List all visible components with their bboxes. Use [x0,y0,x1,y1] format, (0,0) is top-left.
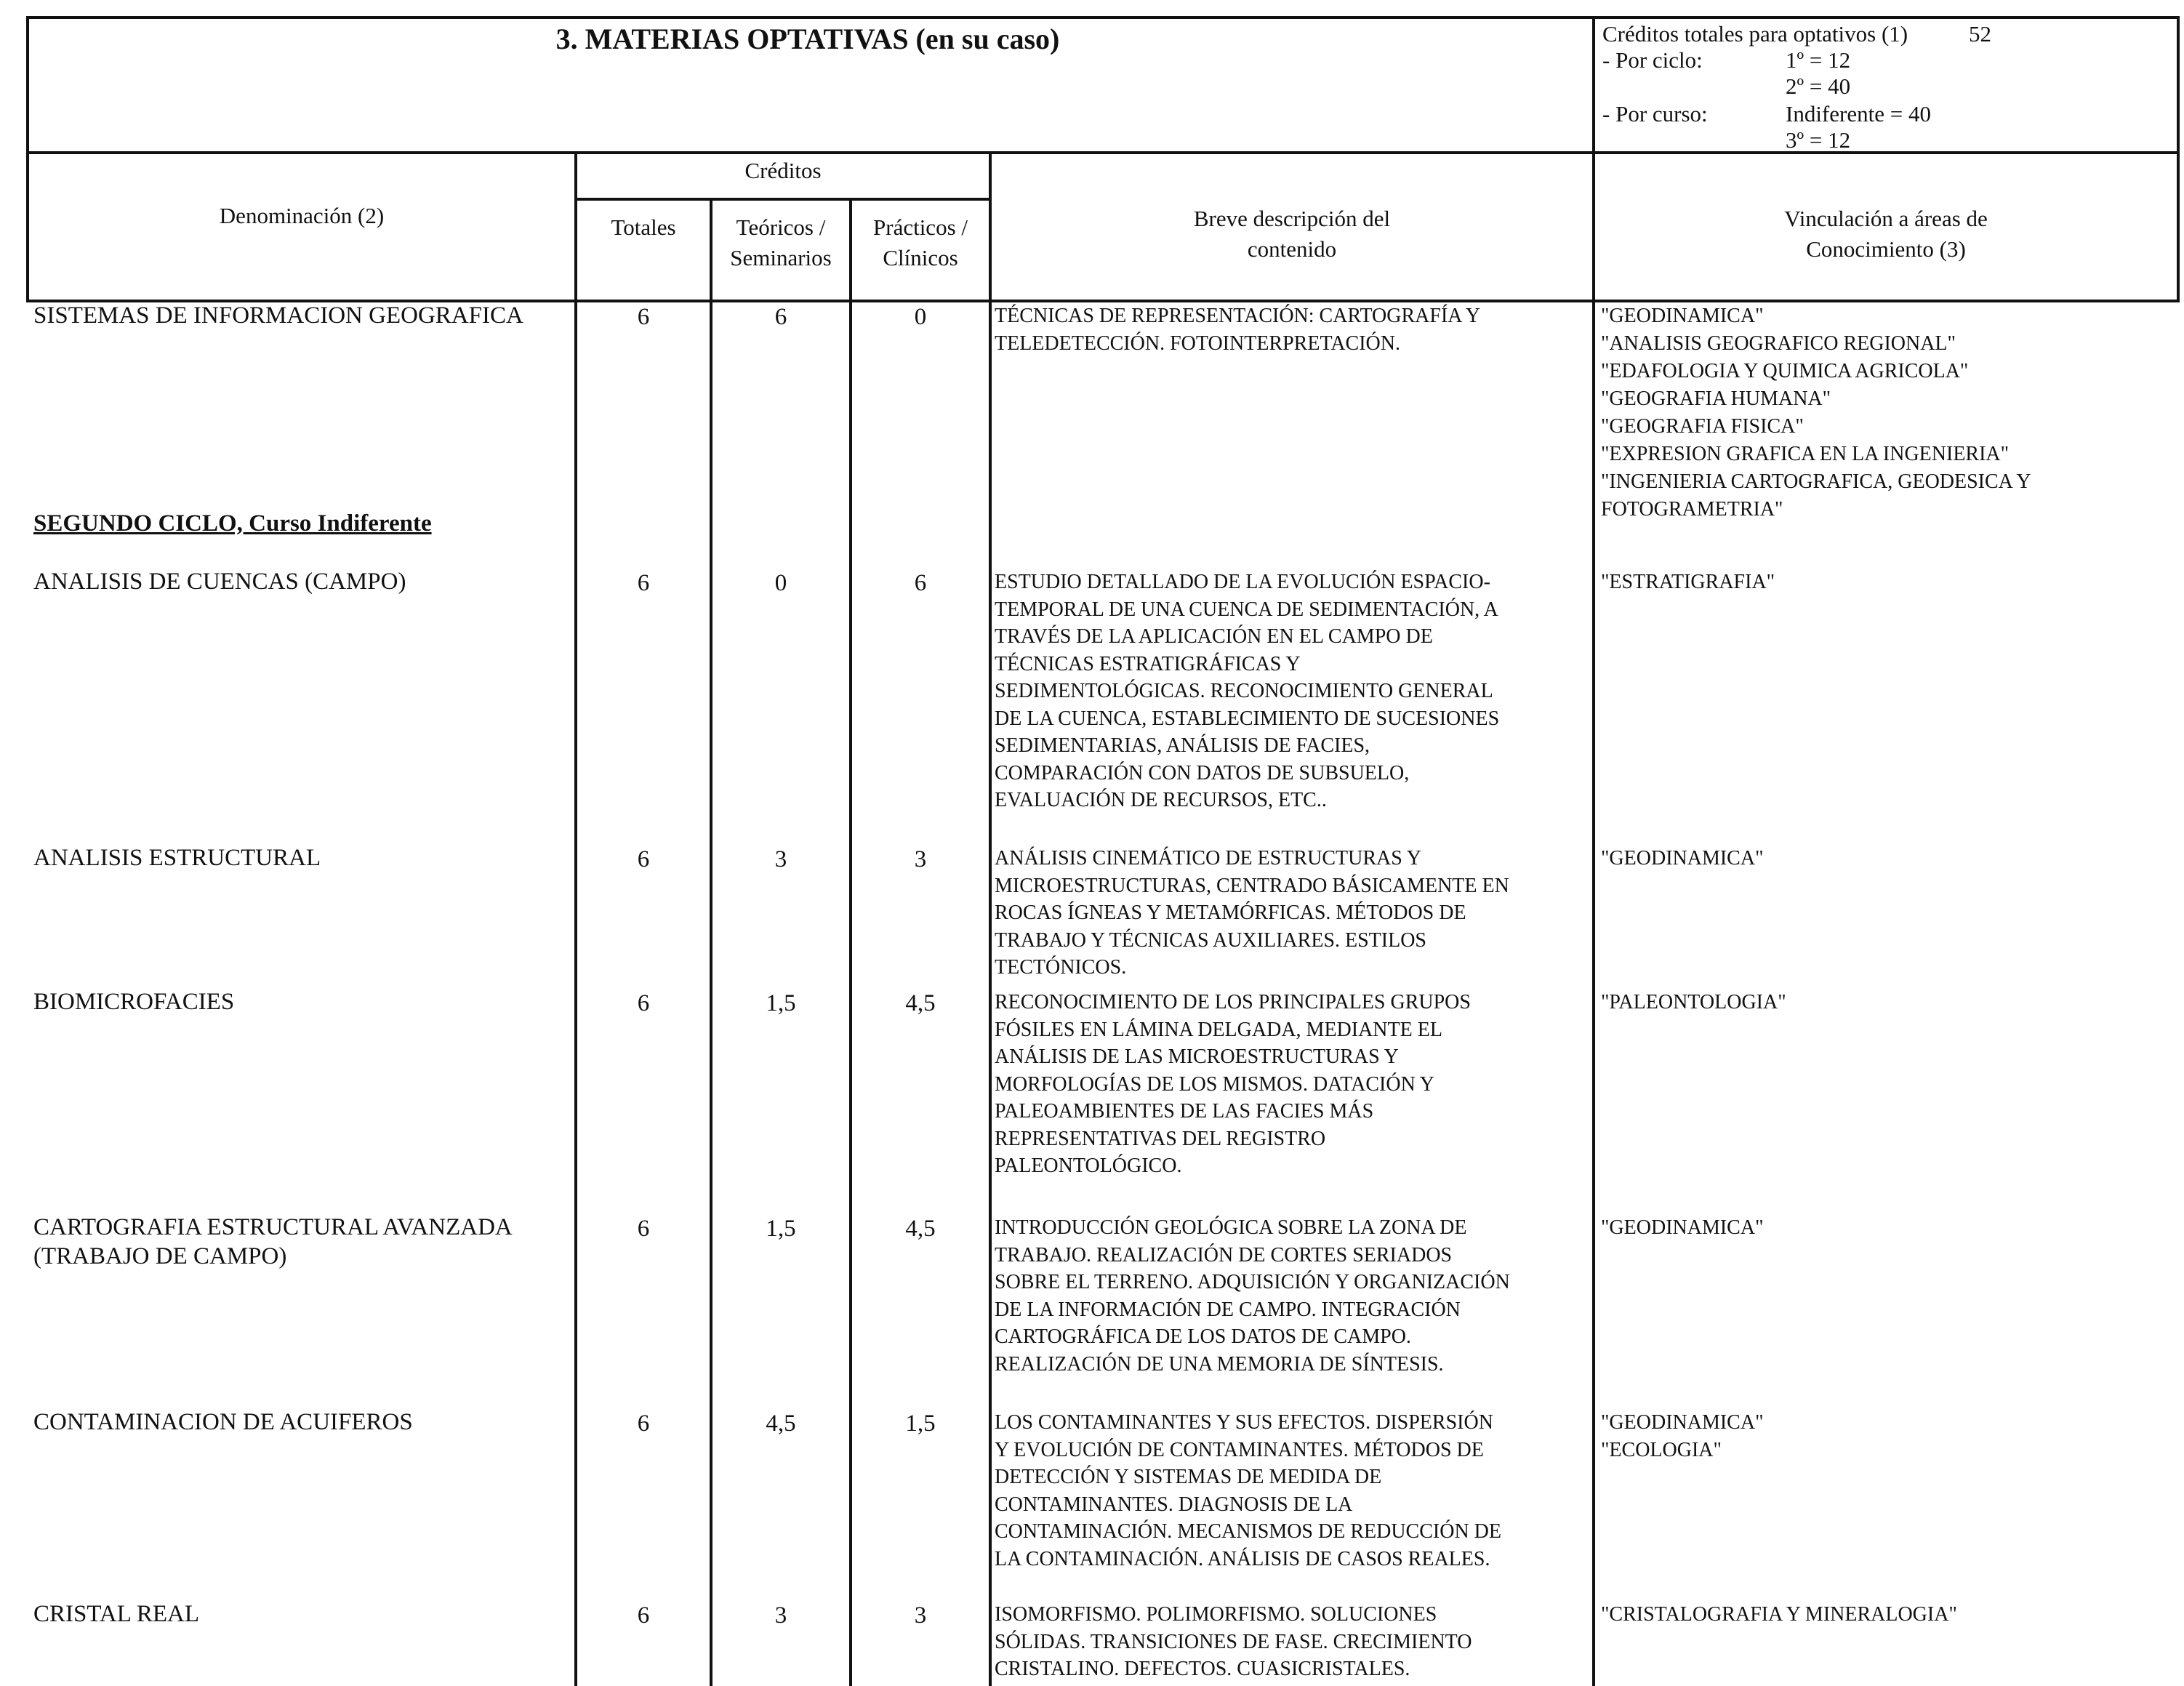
knowledge-areas [1601,569,1775,596]
description-line: TRABAJO. REALIZACIÓN DE CORTES SERIADOS [995,1243,1453,1266]
knowledge-area: "ECOLOGIA" [1601,1439,1722,1461]
knowledge-area: "EDAFOLOGIA Y QUIMICA AGRICOLA" [1601,360,1969,382]
description-line: COMPARACIÓN CON DATOS DE SUBSUELO, [995,761,1410,784]
credits-total-value: 52 [1969,21,1991,47]
knowledge-area: "CRISTALOGRAFIA Y MINERALOGIA" [1601,1603,1957,1626]
description-line: TELEDETECCIÓN. FOTOINTERPRETACIÓN. [995,332,1400,355]
title-bottom-border [26,151,2180,154]
denominacion-divider [574,151,577,1686]
description-line: DE LA INFORMACIÓN DE CAMPO. INTEGRACIÓN [995,1298,1461,1321]
knowledge-area: "GEODINAMICA" [1601,847,1764,870]
subject-name [33,301,523,330]
knowledge-areas [1601,1409,1764,1464]
knowledge-area: "EXPRESION GRAFICA EN LA INGENIERIA" [1601,443,2010,465]
credits-teoricos: 1,5 [766,990,796,1016]
per-cycle-second: 2º = 40 [1786,73,1851,99]
column-header-practicos: Prácticos / Clínicos [873,214,968,270]
knowledge-area: "GEODINAMICA" [1601,305,1764,327]
credits-practicos: 6 [914,570,927,596]
subject-name-line: CONTAMINACION DE ACUIFEROS [33,1409,413,1435]
description-line: TÉCNICAS ESTRATIGRÁFICAS Y [995,652,1301,675]
credits-totales: 6 [637,846,650,872]
credits-summary-divider [1592,16,1595,1686]
content-description [995,569,1576,814]
description-line: LOS CONTAMINANTES Y SUS EFECTOS. DISPERSIÓN [995,1411,1493,1434]
knowledge-area: "GEOGRAFIA FISICA" [1601,415,1804,438]
section-heading: SEGUNDO CICLO, Curso Indiferente [33,510,432,537]
subject-name-line: SISTEMAS DE INFORMACION GEOGRAFICA [33,302,523,329]
per-course-label: - Por curso: [1602,101,1708,127]
description-line: Y EVOLUCIÓN DE CONTAMINANTES. MÉTODOS DE [995,1438,1484,1461]
content-description [995,845,1576,982]
description-line: FÓSILES EN LÁMINA DELGADA, MEDIANTE EL [995,1018,1442,1041]
table-right-border [2177,16,2180,302]
description-line: TECTÓNICOS. [995,956,1127,979]
description-line: CRISTALINO. DEFECTOS. CUASICRISTALES. [995,1658,1410,1680]
content-description [995,989,1576,1180]
credits-practicos: 4,5 [905,1216,936,1242]
description-line: INTRODUCCIÓN GEOLÓGICA SOBRE LA ZONA DE [995,1216,1467,1239]
description-line: MORFOLOGÍAS DE LOS MISMOS. DATACIÓN Y [995,1072,1434,1096]
knowledge-area: "INGENIERIA CARTOGRAFICA, GEODESICA Y [1601,470,2031,493]
knowledge-areas [1601,302,2031,523]
description-line: EVALUACIÓN DE RECURSOS, ETC.. [995,789,1327,811]
description-line: CONTAMINACIÓN. MECANISMOS DE REDUCCIÓN DE [995,1520,1501,1543]
credits-teoricos: 6 [774,304,787,330]
totales-divider [710,198,712,1686]
knowledge-area: "PALEONTOLOGIA" [1601,991,1786,1013]
description-line: ROCAS ÍGNEAS Y METAMÓRFICAS. MÉTODOS DE [995,902,1466,924]
per-course-first: Indiferente = 40 [1786,101,1931,127]
column-header-vinculacion: Vinculación a áreas de Conocimiento (3) [1784,206,1988,262]
knowledge-area: FOTOGRAMETRIA" [1601,498,1783,521]
credits-teoricos: 4,5 [766,1410,796,1437]
knowledge-areas [1601,1601,1957,1629]
creditos-group-border [574,198,990,201]
description-line: PALEOAMBIENTES DE LAS FACIES MÁS [995,1100,1374,1123]
description-line: DETECCIÓN Y SISTEMAS DE MEDIDA DE [995,1466,1382,1488]
column-header-teoricos: Teóricos / Seminarios [730,214,832,270]
credits-totales: 6 [637,570,650,596]
description-line: REPRESENTATIVAS DEL REGISTRO [995,1127,1326,1150]
knowledge-area: "ANALISIS GEOGRAFICO REGIONAL" [1601,332,1956,355]
knowledge-areas [1601,1214,1764,1242]
description-line: ESTUDIO DETALLADO DE LA EVOLUCIÓN ESPACIO- [995,571,1490,593]
description-line: SÓLIDAS. TRANSICIONES DE FASE. CRECIMIENTO [995,1630,1472,1653]
description-line: TEMPORAL DE UNA CUENCA DE SEDIMENTACIÓN, A [995,598,1498,621]
subject-name-line: (TRABAJO DE CAMPO) [33,1243,287,1269]
subject-name-line: CARTOGRAFIA ESTRUCTURAL AVANZADA [33,1214,513,1240]
description-line: ANÁLISIS DE LAS MICROESTRUCTURAS Y [995,1045,1399,1068]
credits-practicos: 1,5 [905,1410,936,1437]
credits-teoricos: 3 [774,846,787,872]
credits-totales: 6 [637,1216,650,1242]
subject-name [33,1213,513,1271]
column-header-denominacion: Denominación (2) [219,203,385,228]
credits-totales: 6 [637,1602,650,1629]
credits-total-label: Créditos totales para optativos (1) [1602,21,1908,47]
credits-totales: 6 [637,990,650,1016]
description-line: CONTAMINANTES. DIAGNOSIS DE LA [995,1493,1353,1516]
credits-teoricos: 3 [774,1602,787,1629]
per-cycle-first: 1º = 12 [1786,47,1851,73]
description-line: TRAVÉS DE LA APLICACIÓN EN EL CAMPO DE [995,625,1433,648]
description-line: ANÁLISIS CINEMÁTICO DE ESTRUCTURAS Y [995,847,1421,870]
knowledge-area: "GEODINAMICA" [1601,1411,1764,1434]
knowledge-area: "GEODINAMICA" [1601,1216,1764,1239]
subject-name [33,1599,199,1629]
description-line: SEDIMENTARIAS, ANÁLISIS DE FACIES, [995,734,1370,757]
credits-totales: 6 [637,1410,650,1437]
teoricos-divider [849,198,852,1686]
description-line: DE LA CUENCA, ESTABLECIMIENTO DE SUCESIONES [995,707,1500,730]
credits-practicos: 0 [914,304,927,330]
credits-practicos: 4,5 [905,990,936,1016]
description-line: CARTOGRÁFICA DE LOS DATOS DE CAMPO. [995,1325,1411,1348]
knowledge-areas [1601,989,1786,1016]
description-line: TRABAJO Y TÉCNICAS AUXILIARES. ESTILOS [995,928,1426,952]
description-line: ISOMORFISMO. POLIMORFISMO. SOLUCIONES [995,1603,1437,1626]
column-header-descripcion: Breve descripción del contenido [1193,206,1391,262]
per-cycle-label: - Por ciclo: [1602,47,1703,73]
credits-teoricos: 0 [774,570,787,596]
column-header-creditos: Créditos [744,158,822,183]
column-header-totales: Totales [611,214,676,240]
subject-name-line: BIOMICROFACIES [33,989,235,1015]
content-description [995,1214,1576,1378]
practicos-divider [989,151,992,1686]
table-left-border [26,16,29,302]
page-title: 3. MATERIAS OPTATIVAS (en su caso) [555,23,1060,55]
description-line: REALIZACIÓN DE UNA MEMORIA DE SÍNTESIS. [995,1352,1444,1376]
description-line: SOBRE EL TERRENO. ADQUISICIÓN Y ORGANIZACIÓN [995,1271,1510,1293]
subject-name [33,843,321,872]
description-line: PALEONTOLÓGICO. [995,1155,1182,1177]
credits-totales: 6 [637,304,650,330]
table-top-border [26,16,2180,19]
subject-name [33,1408,413,1437]
description-line: RECONOCIMIENTO DE LOS PRINCIPALES GRUPOS [995,991,1471,1013]
content-description [995,1601,1576,1683]
credits-practicos: 3 [914,846,927,872]
subject-name [33,987,234,1016]
description-line: LA CONTAMINACIÓN. ANÁLISIS DE CASOS REALES. [995,1547,1490,1570]
subject-name-line: ANALISIS DE CUENCAS (CAMPO) [33,569,406,595]
content-description [995,1409,1576,1573]
description-line: TÉCNICAS DE REPRESENTACIÓN: CARTOGRAFÍA Y [995,305,1481,327]
description-line: MICROESTRUCTURAS, CENTRADO BÁSICAMENTE EN [995,874,1509,897]
description-line: SEDIMENTOLÓGICAS. RECONOCIMIENTO GENERAL [995,680,1493,702]
content-description [995,302,1576,357]
knowledge-area: "GEOGRAFIA HUMANA" [1601,388,1831,410]
knowledge-area: "ESTRATIGRAFIA" [1601,571,1775,593]
per-course-second: 3º = 12 [1786,127,1851,153]
credits-teoricos: 1,5 [766,1216,796,1242]
subject-name-line: CRISTAL REAL [33,1601,200,1627]
subject-name-line: ANALISIS ESTRUCTURAL [33,845,321,871]
credits-practicos: 3 [914,1602,927,1629]
subject-name [33,567,406,596]
knowledge-areas [1601,845,1764,872]
